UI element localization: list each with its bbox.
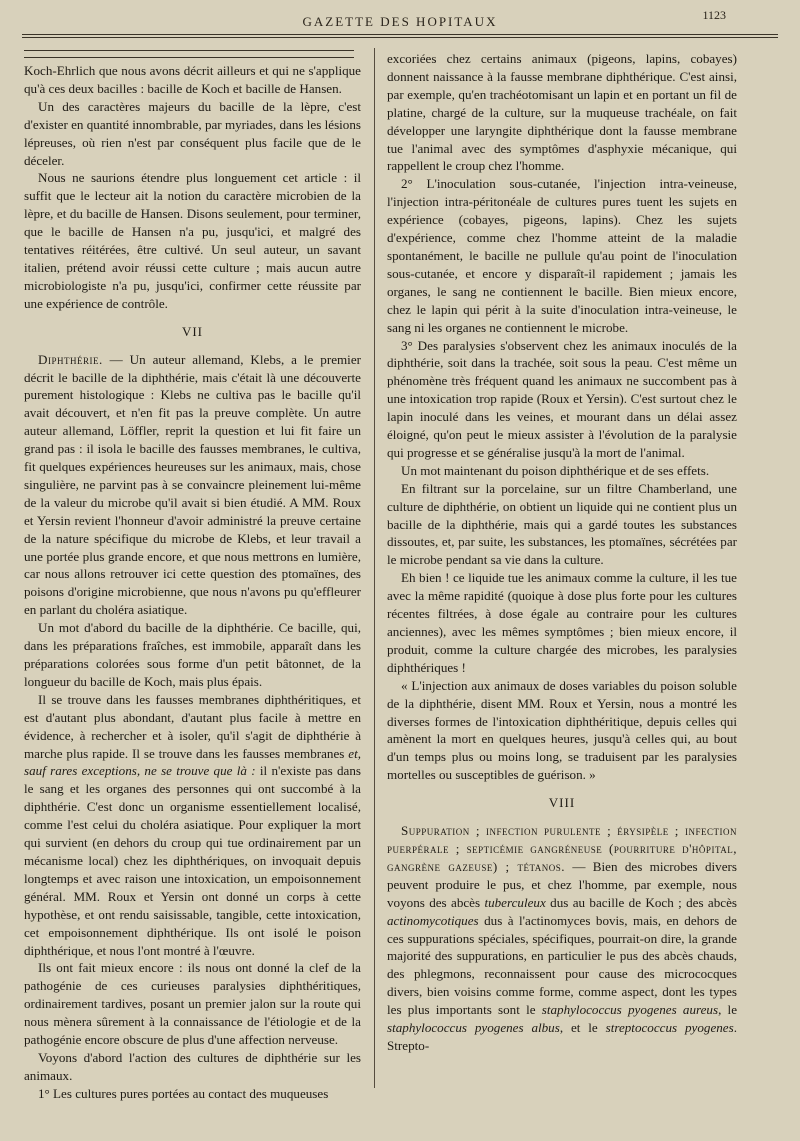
running-title: GAZETTE DES HOPITAUX [302,14,498,29]
italic-term: tuberculeux [484,894,546,910]
section-lead: Diphthérie. [38,351,103,367]
paragraph: Nous ne saurions étendre plus longuement cet article : il suffit que le lecteur ait la notion du caractère microbien de la lèpre, et du bacille de Hansen. Disons seulement, pour terminer, que le bacille de Hansen n'a pu, jusqu'ici, et malgré des tentatives réitérées, être cultivé. Un seul auteur, un savant italien, prétend avoir réussi cette culture ; mais aucun autre microbiologiste n'a pu, jusqu'ici, confirmer cette réussite par une expérience de contrôle. [24,170,361,311]
right-column [387,50,737,1055]
header-rule [22,34,778,35]
italic-term: streptococcus pyogenes [605,1020,734,1036]
section-heading: VIII [548,795,576,811]
italic-term: staphylococcus pyogenes aureus [541,1002,719,1018]
paragraph: « L'injection aux animaux de doses variables du poison soluble de la diphthérie, disent MM. Roux et Yersin, nous a montré les diverses formes de l'intoxication diphthéritique, depuis celles qui amènent la mort en quelques heures, jusqu'à celles qui, au bout d'un temps plus ou moins long, se traduisent par les paralysies mortelles ou susceptibles de guérison. » [387,677,737,783]
paragraph: Un mot maintenant du poison diphthérique et de ses effets. [401,462,710,478]
paragraph [387,822,737,1055]
paragraph-text: Il se trouve dans les fausses membranes diphthéritiques, et est d'autant plus abondant, d'autant plus facile à mettre en évidence, à rechercher et à isoler, qu'il s'agit de diphthérie à marche plus rapide. Il se trouve dans les fausses membranes [24,691,361,761]
paragraph: Koch-Ehrlich que nous avons décrit ailleurs et qui ne s'applique qu'à ces deux bacilles : bacille de Koch et bacille de Hansen. [24,63,361,96]
paragraph: excoriées chez certains animaux (pigeons, lapins, cobayes) donnent naissance à la fausse membrane diphthérique. C'est ainsi, par exemple, qu'en trachéotomisant un lapin et en portant un fil de platine, chargé de la culture, sur la muqueuse trachéale, on fait développer une laryngite diphthérique dont la fausse membrane tue l'animal avec des symptômes d'asphyxie mécanique, qui rappellent le croup chez l'homme. [387,51,737,174]
paragraph: 3° Des paralysies s'observent chez les animaux inoculés de la diphthérie, soit dans la trachée, soit sous la peau. C'est même un phénomène très fréquent quand les animaux ne succombent pas à une intoxication trop rapide (Roux et Yersin). C'est surtout chez le lapin inoculé dans les veines, et mourant dans un délai assez éloigné, qu'on peut le mieux assister à l'évolution de la paralysie qui progresse et se généralise jusqu'à la mort de l'animal. [387,337,737,460]
paragraph-text: — Bien des microbes divers peuvent produire le pus, et chez l'homme, par exemple, nous voyons des abcès [387,858,737,910]
italic-term: actinomycotiques [387,912,479,928]
section-lead: Suppuration ; infection purulente ; érysipèle ; infection puerpérale ; septicémie gangréneuse (pourriture d'hôpital, gangrène gazeuse) ; tétanos. [387,823,737,874]
paragraph: 2° L'inoculation sous-cutanée, l'injection intra-veineuse, l'injection intra-péritonéale de cultures pures tuent les sujets en expérience (cobayes, pigeons, lapins). Chez les sujets d'expérience, comme chez l'homme atteint de la maladie spontanément, le bacille ne pullule qu'au point de l'inoculation sous-cutanée, et encore y disparaît-il rapidement ; jamais les organes, le sang ne contiennent le bacille. Bien mieux encore, chez le lapin qui périt à la suite d'inoculation intra-veineuse, le sang ni les organes ne contiennent le microbe. [387,176,737,335]
paragraph-text: il n'existe pas dans le sang et les organes des personnes qui ont succombé à la diphthérie. C'est donc un organisme essentiellement localisé, comme l'est celui du choléra asiatique. Pour expliquer la mort qui survient (en dehors du croup qui tue ordinairement par un mécanisme local) chez les diphthériques, on invoquait depuis longtemps et avec raison une intoxication, un empoisonnement général. MM. Roux et Yersin ont donné un corps à cette hypothèse, et ont rendu saisissable, tangible, cette intoxication, cet empoisonnement diphthérique. Ils ont isolé le poison diphthérique, et nous l'ont montré à l'œuvre. [24,763,361,958]
paragraph: Voyons d'abord l'action des cultures de diphthérie sur les animaux. [24,1049,361,1083]
paragraph-text: dus à l'actinomyces bovis, mais, en dehors de ces suppurations spéciales, spécifiques, pourrait-on dire, la grande majorité des suppurations, en particulier le pus des abcès chauds, des phlegmons, reconnaissent pour cause des micrococques divers, bien voisins comme forme, comme aspect, dont les types les plus importants sont le [387,912,737,1018]
column-divider [374,48,375,1088]
page-number: 1123 [702,8,726,22]
paragraph-text: . Strepto- [387,1020,737,1053]
paragraph: En filtrant sur la porcelaine, sur un filtre Chamberland, une culture de diphthérie, on obtient un liquide qui ne contient plus un bacille de la diphthérie, mais qui a gardé toutes les substances dissoutes, et, par suite, les substances, les ptomaïnes, sécrétées par le microbe pendant sa vie dans la culture. [387,480,737,568]
paragraph [24,691,361,960]
paragraph-text: — Un auteur allemand, Klebs, a le premier décrit le bacille de la diphthérie, mais c'était là une découverte purement histologique : Klebs ne cultiva pas le bacille qu'il avait découvert, et n'en fit pas la preuve complète. Un autre auteur allemand, Löffler, reprit la question et lui fit faire un grand pas : il isola le bacille des fausses membranes, le cultiva, fit quelques expériences heureuses sur les animaux, mais, chose singulière, ne parvint pas à se convaincre pleinement lui-même de la valeur du microbe qu'il avait si bien étudié. A MM. Roux et Yersin revient l'honneur d'avoir administré la preuve certaine de la nature spécifique du microbe de Klebs, et leur travail a une portée plus grande encore, et que nous mettrons en lumière, car nous allons retrouver ici cette question des ptomaïnes, des poisons d'origine microbienne, que nous n'avons pu qu'effleurer en parlant du choléra asiatique. [24,351,361,618]
left-column [24,50,361,1103]
article-separator [24,50,354,58]
paragraph-text: , le [718,1002,738,1018]
paragraph: Un des caractères majeurs du bacille de la lèpre, c'est d'exister en quantité innombrable, par myriades, dans les lésions lépreuses, où rien n'est par conséquent plus facile que de le déceler. [24,98,361,168]
italic-phrase: et, sauf rares exceptions, ne se trouve que là : [24,745,361,779]
header-rule-secondary [22,37,778,38]
paragraph: Eh bien ! ce liquide tue les animaux comme la culture, il les tue avec la même rapidité (quoique à dose plus forte pour les cultures récentes filtrées, à dose égale au contraire pour les cultures anciennes), avec les mêmes symptômes ; bien mieux encore, il produit, comme la culture chargée des microbes, les paralysies diphthériques ! [387,570,737,675]
paragraph-text: , et le [559,1020,606,1036]
italic-term: staphylococcus pyogenes albus [387,1020,560,1036]
paragraph: Ils ont fait mieux encore : ils nous ont donné la clef de la pathogénie de ces curieuses paralysies diphthéritiques, ordinairement tardives, posant un premier jalon sur la route qui nous mènera sûrement à la connaissance de l'étiologie et de la pathogénie encore obscure de plus d'une affection nerveuse. [24,960,361,1048]
paragraph: 1° Les cultures pures portées au contact des muqueuses [38,1085,329,1101]
paragraph: Un mot d'abord du bacille de la diphthérie. Ce bacille, qui, dans les préparations fraîches, est immobile, apparaît dans les préparations colorées sous forme d'un petit bâtonnet, de la longueur du bacille de Koch, mais plus épais. [24,620,361,689]
paragraph [24,351,361,620]
paragraph-text: dus au bacille de Koch ; des abcès [545,894,737,910]
section-heading: VII [181,323,204,339]
